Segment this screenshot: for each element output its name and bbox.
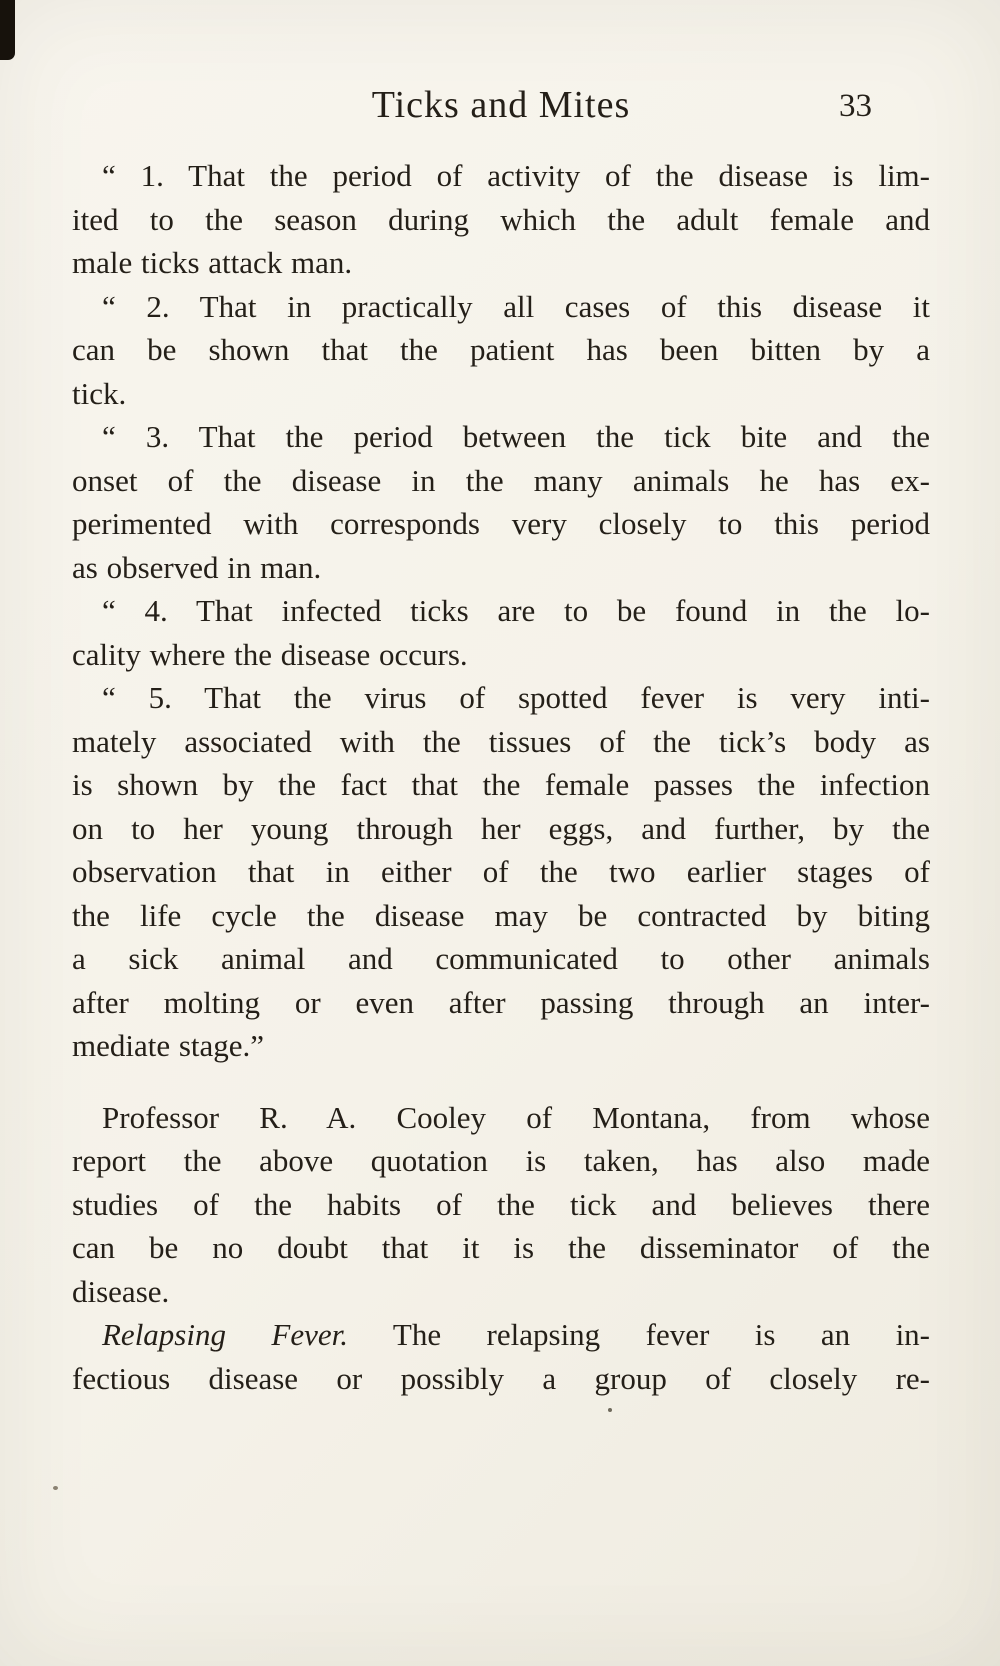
text-run: The relapsing fever is an in- — [348, 1317, 931, 1352]
italic-lead: Relapsing Fever. — [102, 1317, 349, 1352]
text-line: fectious disease or possibly a group of closely re- — [72, 1360, 930, 1396]
paragraph-relapsing-fever — [72, 1313, 930, 1400]
scan-artifact-corner — [0, 0, 15, 60]
text-line: is shown by the fact that the female passes the infection — [72, 767, 930, 802]
paragraph-quote-5 — [72, 676, 930, 1068]
page-title: Ticks and Mites — [371, 84, 631, 126]
text-line: can be no doubt that it is the disseminator of the — [72, 1230, 930, 1265]
text-line: as observed in man. — [72, 549, 322, 585]
text-line: mately associated with the tissues of the tick’s body as — [72, 723, 930, 759]
text-line: on to her young through her eggs, and further, by the — [72, 810, 930, 846]
paragraph-cooley — [72, 1096, 930, 1314]
page-number: 33 — [839, 88, 872, 124]
paragraph-quote-2 — [72, 285, 930, 416]
paragraph-quote-3 — [72, 415, 930, 589]
text-line: cality where the disease occurs. — [72, 636, 468, 672]
scan-artifact-speck — [608, 1408, 612, 1412]
text-line: onset of the disease in the many animals he has ex- — [72, 462, 930, 498]
text-line: tick. — [72, 375, 127, 411]
paragraph-quote-4 — [72, 589, 930, 676]
text-line: report the above quotation is taken, has also made — [72, 1143, 930, 1178]
text-line: “ 2. That in practically all cases of this disease it — [102, 288, 930, 324]
text-line: studies of the habits of the tick and believes there — [72, 1186, 930, 1222]
text-line: the life cycle the disease may be contracted by biting — [72, 897, 930, 933]
text-line: male ticks attack man. — [72, 245, 353, 280]
text-line: a sick animal and communicated to other animals — [72, 941, 930, 976]
text-line: ited to the season during which the adult female and — [72, 201, 930, 237]
page-header — [72, 78, 930, 132]
text-line: after molting or even after passing through an inter- — [72, 984, 930, 1020]
scan-artifact-speck — [53, 1486, 58, 1490]
text-line: mediate stage.” — [72, 1028, 265, 1063]
text-line: can be shown that the patient has been bitten by a — [72, 332, 930, 367]
text-line: “ 1. That the period of activity of the disease is lim- — [102, 158, 930, 193]
text-line: observation that in either of the two earlier stages of — [72, 854, 930, 889]
text-line: Professor R. A. Cooley of Montana, from whose — [102, 1099, 930, 1135]
text-line — [72, 1313, 930, 1357]
text-line: “ 3. That the period between the tick bite and the — [102, 419, 930, 454]
text-line: disease. — [72, 1273, 170, 1309]
paragraph-quote-1 — [72, 154, 930, 285]
text-line: “ 5. That the virus of spotted fever is very inti- — [102, 680, 930, 715]
text-line: perimented with corresponds very closely to this period — [72, 506, 930, 541]
text-line: “ 4. That infected ticks are to be found in the lo- — [102, 593, 930, 628]
